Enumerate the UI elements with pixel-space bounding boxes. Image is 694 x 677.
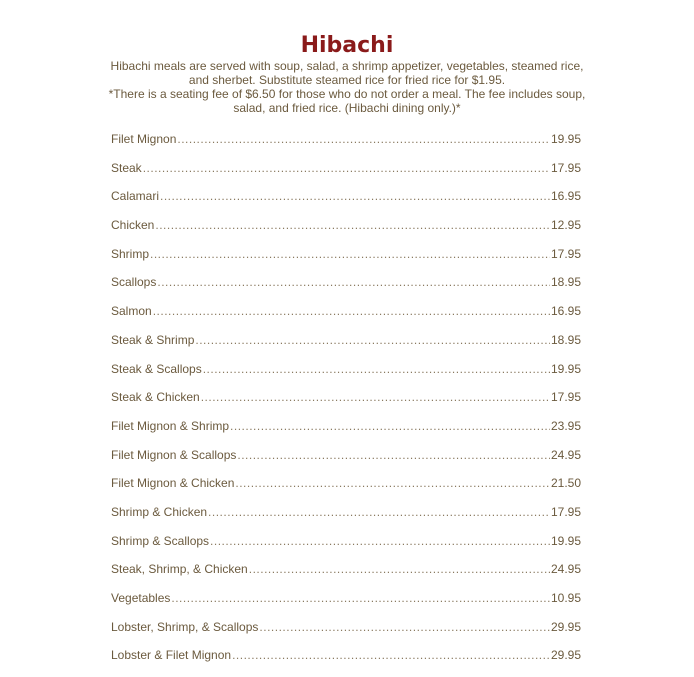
menu-item <box>111 304 581 333</box>
menu-item-name: Filet Mignon & Chicken <box>111 476 235 491</box>
menu-item-price: 17.95 <box>550 504 581 519</box>
dot-leader <box>143 161 550 175</box>
menu-item-name: Vegetables <box>111 591 171 605</box>
dot-leader <box>210 534 550 548</box>
menu-item-name: Steak & Chicken <box>111 390 200 405</box>
dot-leader <box>201 390 550 404</box>
menu-item-name: Lobster & Filet Mignon <box>111 648 232 663</box>
menu-item <box>111 419 581 448</box>
dot-leader <box>259 620 550 634</box>
menu-item-name: Chicken <box>111 218 155 233</box>
menu-item-name: Calamari <box>111 189 160 204</box>
menu-item-price: 18.95 <box>550 275 581 290</box>
menu-item <box>111 362 581 391</box>
menu-item-name: Salmon <box>111 304 152 319</box>
menu-item-name: Steak, Shrimp, & Chicken <box>111 562 248 577</box>
menu-item <box>111 247 581 276</box>
menu-item-price: 19.95 <box>550 361 581 376</box>
menu-item-price: 29.95 <box>550 648 581 663</box>
dot-leader <box>153 304 550 318</box>
menu-item-price: 16.95 <box>550 304 581 319</box>
menu-item <box>111 333 581 362</box>
menu-item-price: 21.50 <box>550 476 581 491</box>
menu-item <box>111 218 581 247</box>
menu-item-price: 19.95 <box>550 132 581 146</box>
dot-leader <box>150 247 550 261</box>
dot-leader <box>177 132 550 146</box>
dot-leader <box>160 189 550 203</box>
menu-item <box>111 505 581 534</box>
dot-leader <box>208 505 550 519</box>
intro-line-seating-fee: *There is a seating fee of $6.50 for those who do not order a meal. The fee includes soup, salad, and fried rice. (Hibachi dining only.)* <box>108 87 586 115</box>
intro-text <box>100 59 594 115</box>
menu-item-price: 23.95 <box>550 418 581 433</box>
menu-item <box>111 448 581 477</box>
menu-item-name: Shrimp <box>111 246 150 261</box>
intro-line-served-with: Hibachi meals are served with soup, salad, a shrimp appetizer, vegetables, steamed rice, and sherbet. Substitute steamed rice for fried rice for $1.95. <box>110 59 584 87</box>
menu-item-price: 29.95 <box>550 619 581 634</box>
menu-item <box>111 534 581 563</box>
dot-leader <box>237 448 550 462</box>
menu-item-name: Steak <box>111 160 142 175</box>
menu-item <box>111 476 581 505</box>
menu-item <box>111 275 581 304</box>
menu-list <box>111 132 581 677</box>
menu-item <box>111 562 581 591</box>
dot-leader <box>235 476 550 490</box>
menu-item <box>111 591 581 620</box>
dot-leader <box>171 591 550 605</box>
menu-item-price: 24.95 <box>550 562 581 577</box>
dot-leader <box>203 362 550 376</box>
menu-item-name: Filet Mignon <box>111 132 177 146</box>
menu-item-price: 17.95 <box>550 160 581 175</box>
menu-item-name: Lobster, Shrimp, & Scallops <box>111 619 259 634</box>
menu-item-price: 24.95 <box>550 447 581 462</box>
menu-item <box>111 620 581 649</box>
menu-item-name: Filet Mignon & Shrimp <box>111 418 230 433</box>
dot-leader <box>157 275 550 289</box>
menu-item-name: Filet Mignon & Scallops <box>111 447 237 462</box>
menu-item-name: Shrimp & Scallops <box>111 533 210 548</box>
menu-item-price: 19.95 <box>550 533 581 548</box>
menu-item <box>111 132 581 161</box>
menu-item-price: 17.95 <box>550 246 581 261</box>
dot-leader <box>232 648 550 662</box>
page-title: Hibachi <box>300 32 394 58</box>
menu-item-name: Scallops <box>111 275 157 290</box>
menu-item-price: 18.95 <box>550 332 581 347</box>
dot-leader <box>249 562 550 576</box>
menu-item-price: 10.95 <box>550 591 581 605</box>
menu-item-price: 12.95 <box>550 218 581 233</box>
dot-leader <box>230 419 550 433</box>
menu-item-name: Shrimp & Chicken <box>111 504 208 519</box>
menu-item-name: Steak & Scallops <box>111 361 202 376</box>
menu-item-price: 16.95 <box>550 189 581 204</box>
menu-item <box>111 189 581 218</box>
menu-item-price: 17.95 <box>550 390 581 405</box>
menu-item <box>111 390 581 419</box>
menu-item-name: Steak & Shrimp <box>111 332 195 347</box>
dot-leader <box>195 333 550 347</box>
menu-item <box>111 161 581 190</box>
dot-leader <box>155 218 550 232</box>
